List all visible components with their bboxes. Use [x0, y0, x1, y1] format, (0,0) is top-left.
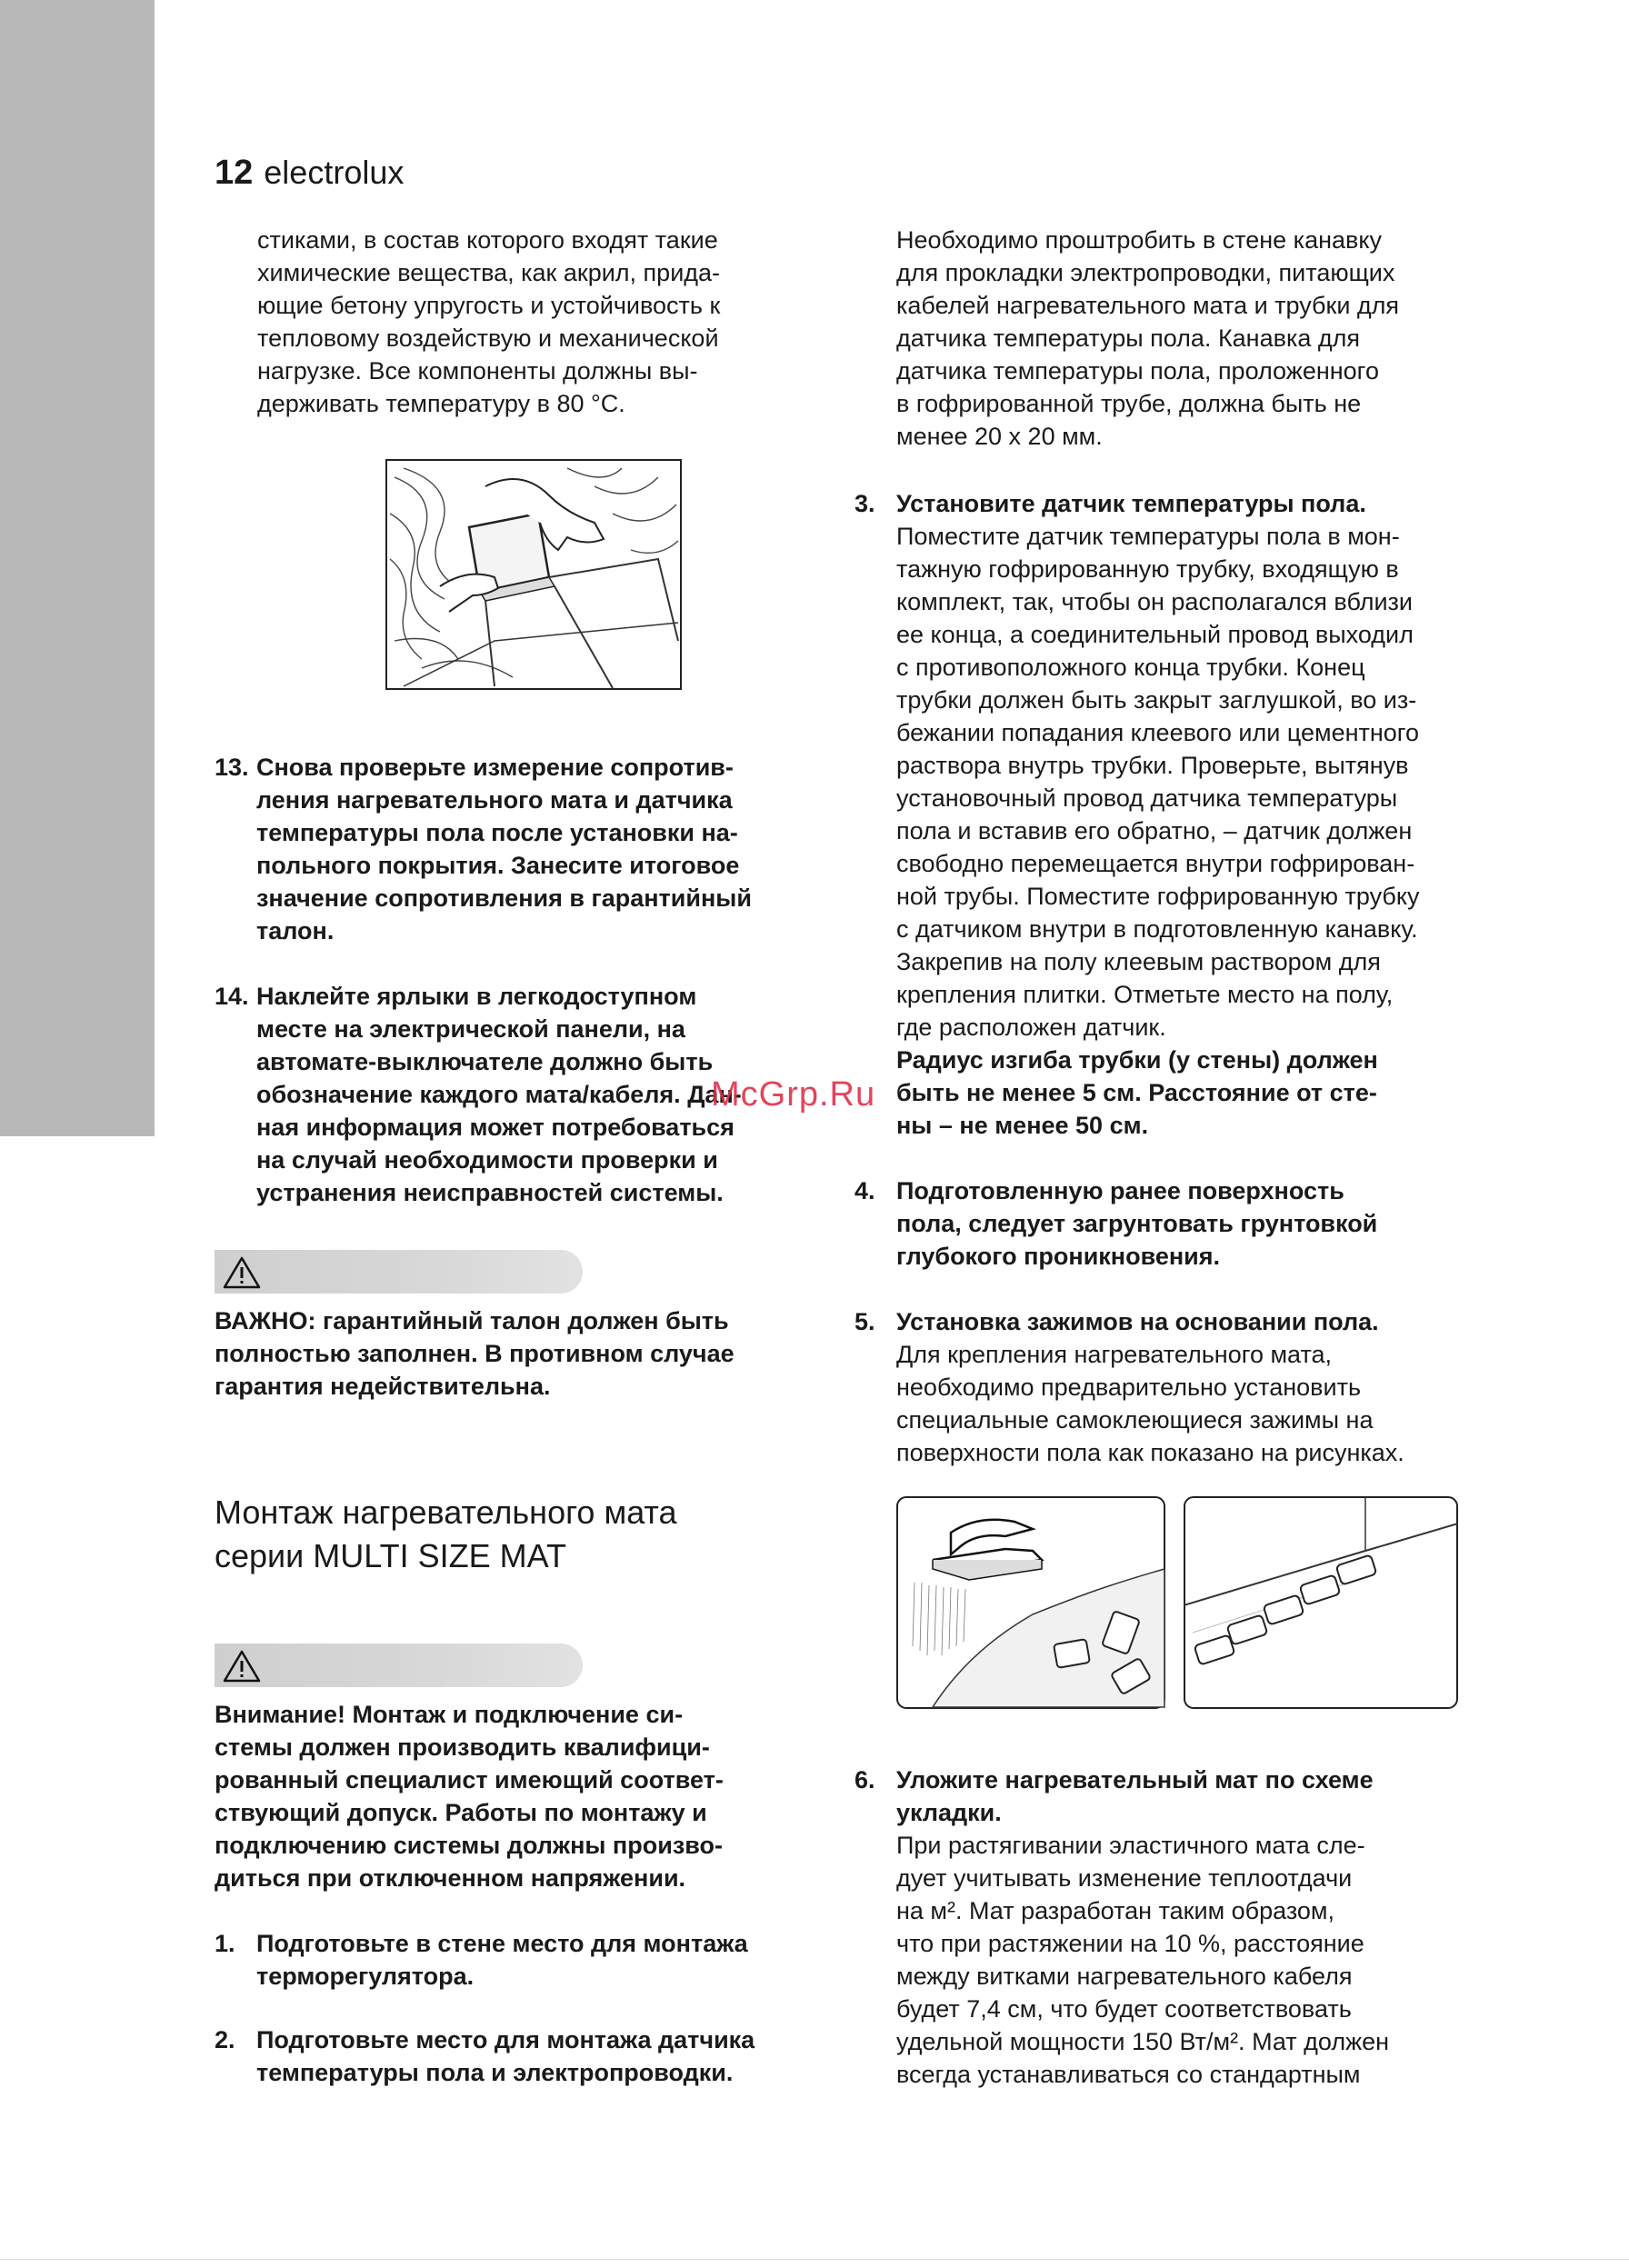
- text-line: кабелей нагревательного мата и трубки для: [896, 292, 1400, 319]
- text-line: терморегулятора.: [256, 1963, 475, 1990]
- text-line: с противоположного конца трубки. Конец: [896, 654, 1365, 681]
- left-intro: [257, 224, 839, 420]
- text-line: гарантия недействительна.: [215, 1373, 551, 1400]
- text-line: устранения неисправностей системы.: [256, 1179, 724, 1206]
- text-line: на случай необходимости проверки и: [256, 1146, 718, 1174]
- warning-text-1: [215, 1304, 824, 1403]
- warning-text-2: [215, 1698, 824, 1894]
- list-item-6: [854, 1763, 1491, 2091]
- text-line: между витками нагревательного кабеля: [896, 1963, 1353, 1990]
- text-line: Подготовьте в стене место для монтажа: [256, 1930, 748, 1957]
- text-line: что при растяжении на 10 %, расстояние: [896, 1930, 1364, 1957]
- text-line: ющие бетону упругость и устойчивость к: [257, 292, 721, 319]
- text-line: Закрепив на полу клеевым раствором для: [896, 948, 1381, 975]
- footer-rule: [0, 2259, 1629, 2260]
- text-line: нагрузке. Все компоненты должны вы-: [257, 357, 698, 385]
- text-line: тепловому воздействую и механической: [257, 325, 719, 352]
- watermark: McGrp.Ru: [711, 1075, 876, 1114]
- text-line: пола, следует загрунтовать грунтовкой: [896, 1210, 1378, 1237]
- item-number: 6.: [854, 1766, 875, 1793]
- text-line: ВАЖНО: гарантийный талон должен быть: [215, 1307, 729, 1334]
- list-item-5: [854, 1305, 1491, 1469]
- text-line: менее 20 x 20 мм.: [896, 423, 1103, 450]
- text-line: удельной мощности 150 Вт/м². Мат должен: [896, 2028, 1390, 2055]
- item-title: Уложите нагревательный мат по схеме: [896, 1766, 1374, 1793]
- text-line: ная информация может потребоваться: [256, 1114, 735, 1141]
- item-title: Установите датчик температуры пола.: [896, 490, 1366, 517]
- text-line: бежании попадания клеевого или цементного: [896, 719, 1420, 746]
- text-line: для прокладки электропроводки, питающих: [896, 259, 1395, 286]
- text-line: где расположен датчик.: [896, 1014, 1166, 1041]
- item-number: 2.: [215, 2026, 235, 2053]
- text-line: подключению системы должны произво-: [215, 1832, 723, 1859]
- text-line: на м². Мат разработан таким образом,: [896, 1897, 1334, 1924]
- text-line: Необходимо проштробить в стене канавку: [896, 226, 1382, 254]
- list-item-1: [215, 1927, 824, 1993]
- clips-on-floor-illustration: [1184, 1496, 1458, 1709]
- item-number: 14.: [215, 983, 249, 1010]
- text-line: поверхности пола как показано на рисунках.: [896, 1439, 1404, 1466]
- text-line: глубокого проникновения.: [896, 1243, 1221, 1270]
- text-line: свободно перемещается внутри гофрирован-: [896, 850, 1415, 877]
- warning-banner: [215, 1644, 583, 1687]
- text-line: ствующий допуск. Работы по монтажу и: [215, 1799, 707, 1826]
- item-title: укладки.: [896, 1799, 1002, 1826]
- text-line: рованный специалист имеющий соответ-: [215, 1766, 724, 1793]
- text-line: серии MULTI SIZE MAT: [215, 1537, 566, 1574]
- text-line: держивать температуру в 80 °C.: [257, 390, 625, 417]
- text-line: Для крепления нагревательного мата,: [896, 1341, 1333, 1368]
- text-line: в гофрированной трубе, должна быть не: [896, 390, 1362, 417]
- text-line: датчика температуры пола, проложенного: [896, 357, 1379, 385]
- text-line: автомате-выключателе должно быть: [256, 1048, 714, 1075]
- text-line: При растягивании эластичного мата сле-: [896, 1832, 1365, 1859]
- brand-name: electrolux: [264, 154, 405, 191]
- text-line: химические вещества, как акрил, прида-: [257, 259, 721, 286]
- text-line: комплект, так, чтобы он располагался вблизи: [896, 588, 1414, 615]
- text-line: месте на электрической панели, на: [256, 1015, 685, 1043]
- text-line: крепления плитки. Отметьте место на полу,: [896, 981, 1394, 1008]
- text-line: дует учитывать изменение теплоотдачи: [896, 1864, 1353, 1892]
- text-line: Подготовленную ранее поверхность: [896, 1177, 1344, 1204]
- text-line: Радиус изгиба трубки (у стены) должен: [896, 1046, 1378, 1074]
- list-item-4: [854, 1174, 1491, 1273]
- text-line: Подготовьте место для монтажа датчика: [256, 2026, 755, 2053]
- warning-banner: [215, 1250, 583, 1294]
- item-number: 13.: [215, 754, 249, 781]
- text-line: значение сопротивления в гарантийный: [256, 884, 752, 912]
- item-title: Установка зажимов на основании пола.: [896, 1308, 1379, 1335]
- text-line: трубки должен быть закрыт заглушкой, во из-: [896, 686, 1417, 714]
- list-item-2: [215, 2023, 824, 2089]
- text-line: Монтаж нагревательного мата: [215, 1494, 677, 1531]
- side-tab: [0, 0, 155, 1136]
- item-number: 3.: [854, 490, 875, 517]
- item-number: 4.: [854, 1177, 875, 1204]
- item-number: 5.: [854, 1308, 875, 1335]
- text-line: пола и вставив его обратно, – датчик должен: [896, 817, 1413, 844]
- warning-triangle-icon: [222, 1649, 262, 1684]
- right-intro: [896, 224, 1524, 453]
- text-line: тажную гофрированную трубку, входящую в: [896, 555, 1399, 583]
- text-line: ной трубы. Поместите гофрированную трубку: [896, 883, 1420, 910]
- text-line: Снова проверьте измерение сопротив-: [256, 754, 734, 781]
- list-item-3: [854, 487, 1491, 1142]
- text-line: ее конца, а соединительный провод выходил: [896, 621, 1414, 648]
- text-line: стемы должен производить квалифици-: [215, 1733, 710, 1761]
- tile-laying-illustration: [385, 459, 682, 690]
- page-header: [215, 149, 404, 196]
- text-line: всегда устанавливаться со стандартным: [896, 2061, 1361, 2088]
- list-item-13: [215, 751, 814, 947]
- item-number: 1.: [215, 1930, 235, 1957]
- text-line: польного покрытия. Занесите итоговое: [256, 852, 740, 879]
- text-line: талон.: [256, 917, 335, 944]
- text-line: будет 7,4 см, что будет соответствовать: [896, 1995, 1352, 2023]
- text-line: раствора внутрь трубки. Проверьте, вытянув: [896, 752, 1409, 779]
- text-line: температуры пола после установки на-: [256, 819, 738, 846]
- text-line: температуры пола и электропроводки.: [256, 2059, 734, 2086]
- text-line: ны – не менее 50 см.: [896, 1112, 1149, 1139]
- text-line: установочный провод датчика температуры: [896, 784, 1398, 812]
- text-line: ления нагревательного мата и датчика: [256, 786, 733, 814]
- text-line: Наклейте ярлыки в легкодоступном: [256, 983, 697, 1010]
- text-line: диться при отключенном напряжении.: [215, 1864, 686, 1892]
- text-line: обозначение каждого мата/кабеля. Дан-: [256, 1081, 742, 1108]
- text-line: Внимание! Монтаж и подключение си-: [215, 1701, 684, 1728]
- text-line: специальные самоклеющиеся зажимы на: [896, 1406, 1374, 1434]
- text-line: необходимо предварительно установить: [896, 1374, 1362, 1401]
- warning-triangle-icon: [222, 1255, 262, 1290]
- text-line: Поместите датчик температуры пола в мон-: [896, 523, 1400, 550]
- text-line: с датчиком внутри в подготовленную канавку.: [896, 915, 1418, 943]
- page-number: 12: [215, 154, 254, 192]
- text-line: полностью заполнен. В противном случае: [215, 1340, 735, 1367]
- text-line: быть не менее 5 см. Расстояние от сте-: [896, 1079, 1377, 1106]
- section-title: [215, 1491, 833, 1578]
- text-line: стиками, в состав которого входят такие: [257, 226, 718, 254]
- text-line: датчика температуры пола. Канавка для: [896, 325, 1361, 352]
- clip-application-illustration: [896, 1496, 1165, 1709]
